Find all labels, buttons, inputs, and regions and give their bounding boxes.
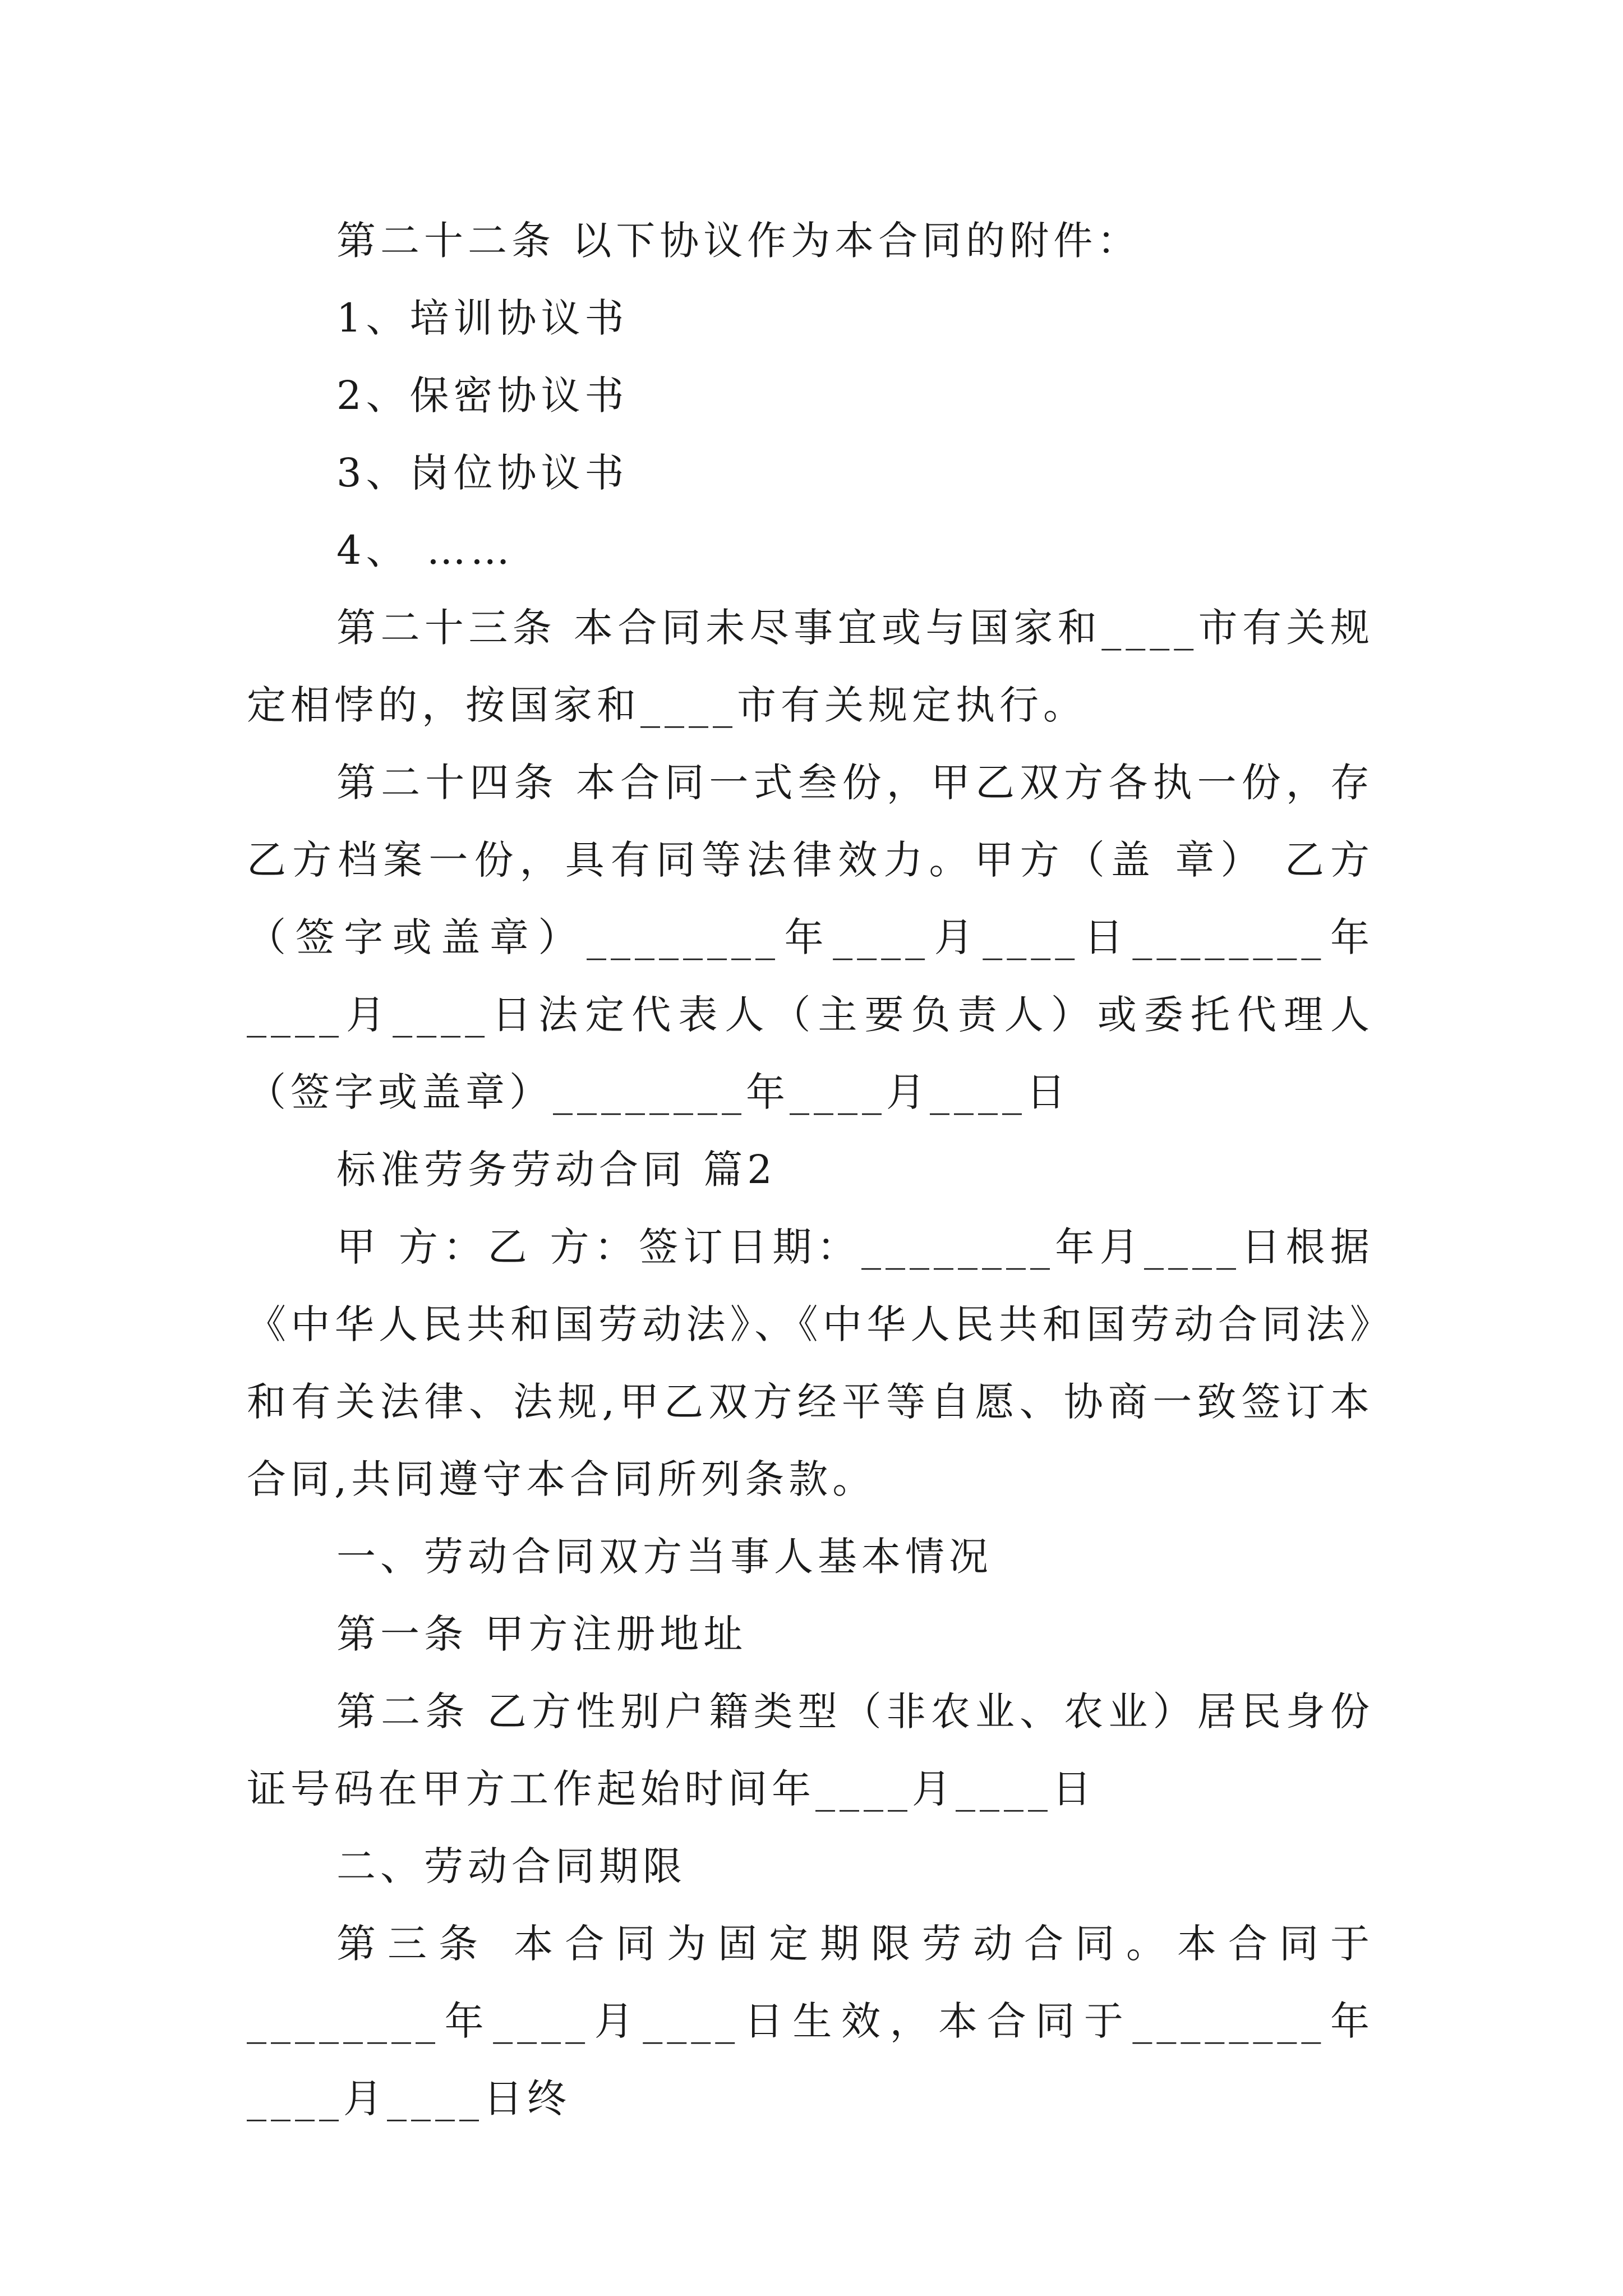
- document-body: [247, 202, 1374, 2137]
- chapter-heading-1: 一、劳动合同双方当事人基本情况: [336, 1534, 993, 1580]
- attachment-item-2: 2、保密协议书: [336, 372, 629, 418]
- clause-3: 第三条 本合同为固定期限劳动合同。本合同于________年____月____日生效，本合同于________年____月____日终: [247, 1921, 1374, 2122]
- clause-22: 第二十二条 以下协议作为本合同的附件：: [336, 218, 1141, 264]
- clause-24: 第二十四条 本合同一式叁份，甲乙双方各执一份，存乙方档案一份，具有同等法律效力。甲方（盖 章） 乙方（签字或盖章）________年____月____日________年____月____日法定代表人（主要负责人）或委托代理人（签字或盖章）________年____月____日: [247, 760, 1374, 1115]
- attachment-item-1: 1、培训协议书: [336, 295, 629, 341]
- chapter-heading-2: 二、劳动合同期限: [336, 1843, 686, 1889]
- clause-2: 第二条 乙方性别户籍类型（非农业、农业）居民身份证号码在甲方工作起始时间年____月____日: [247, 1688, 1374, 1812]
- section-heading: 标准劳务劳动合同 篇2: [336, 1147, 777, 1193]
- attachment-item-3: 3、岗位协议书: [336, 450, 629, 496]
- clause-23: 第二十三条 本合同未尽事宜或与国家和____市有关规定相悖的，按国家和____市有关规定执行。: [247, 605, 1374, 728]
- contract-preamble: 甲 方：乙 方：签订日期：________年月____日根据《中华人民共和国劳动法》、《中华人民共和国劳动合同法》和有关法律、法规,甲乙双方经平等自愿、协商一致签订本合同,共同遵守本合同所列条款。: [247, 1224, 1374, 1502]
- clause-1: 第一条 甲方注册地址: [336, 1611, 748, 1657]
- attachment-item-4: 4、 ……: [336, 527, 514, 573]
